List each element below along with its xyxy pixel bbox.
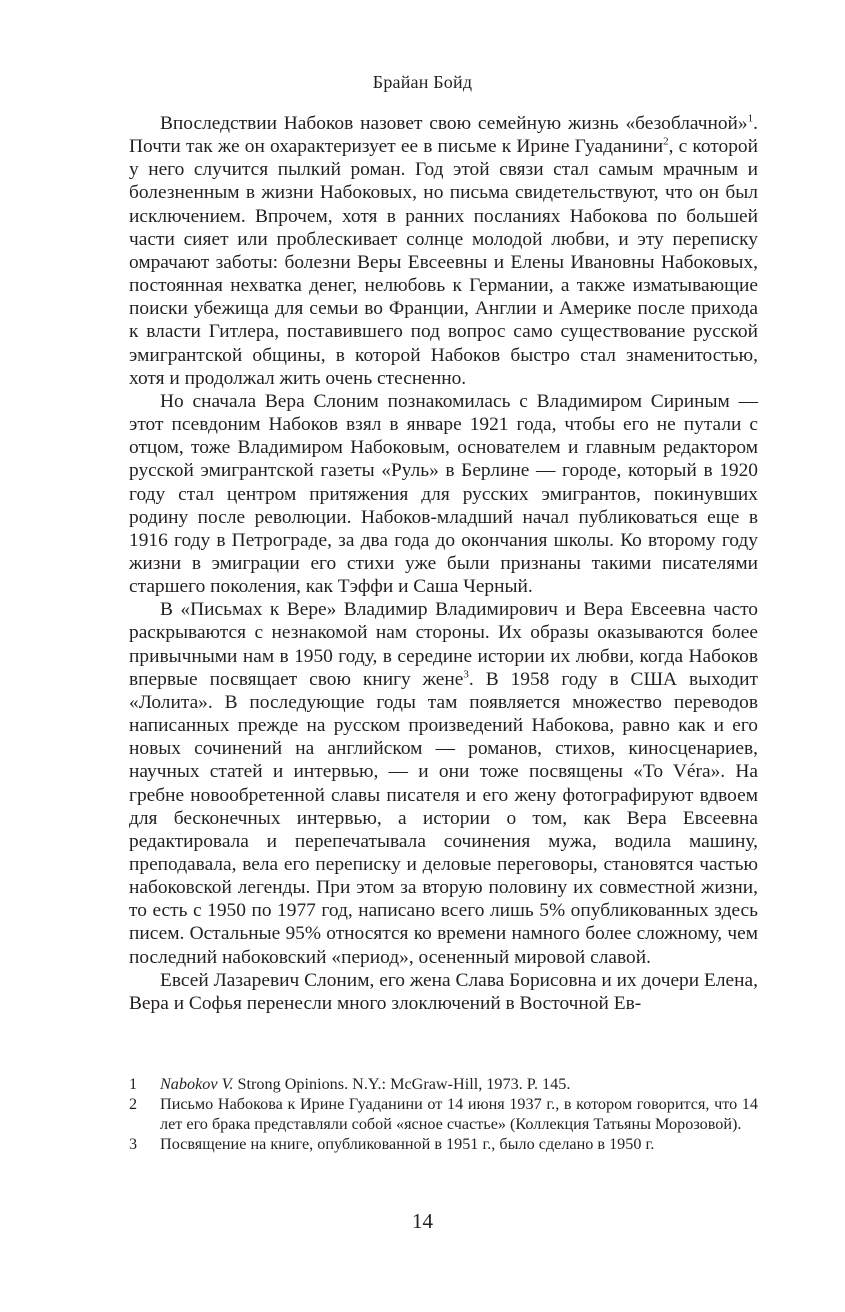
- paragraph: [129, 112, 758, 390]
- text-run: Но сначала Вера Слоним познакомилась с Владимиром Сириным — этот псевдоним Набоков взял в январе 1921 года, чтобы его не путали с отцом, тоже Владимиром Набоковым, основателем и главным редактором русской эмигрантской газеты «Руль» в Берлине — городе, который в 1920 году стал центром притяжения для русских эмигрантов, покинувших родину после революции. Набоков-младший начал публиковаться еще в 1916 году в Петрограде, за два года до окончания школы. Ко второму году жизни в эмиграции его стихи уже были признаны такими писателями старшего поколения, как Тэффи и Саша Черный.: [129, 390, 758, 598]
- footnote-marker: 2: [663, 135, 669, 148]
- text-run: Впоследствии Набоков назовет свою семейную жизнь «безоблачной»: [160, 113, 748, 134]
- text-run: . Почти так же он охарактеризует ее в письме к Ирине Гуаданини: [129, 113, 758, 158]
- footnote-number: 2: [129, 1095, 138, 1114]
- footnote-body: Письмо Набокова к Ирине Гуаданини от 14 июня 1937 г., в котором говорится, что 14 лет его брака представляли собой «ясное счастье» (Коллекция Татьяны Морозовой).: [160, 1095, 758, 1133]
- page-number: 14: [412, 1209, 433, 1233]
- text-run: . В 1958 году в США выходит «Лолита». В последующие годы там появляется множество переводов написанных прежде на русском произведений Набокова, равно как и его новых сочинений на английском — романов, стихов, киносценариев, научных статей и интервью, — и они тоже посвящены «To Véra». На гребне новообретенной славы писателя и его жену фотографируют вдвоем для бесконечных интервью, а истории о том, как Вера Евсеевна редактировала и перепечатывала сочинения мужа, водила машину, преподавала, вела его переписку и деловые переговоры, становятся частью набоковской легенды. При этом за вторую половину их совместной жизни, то есть с 1950 по 1977 год, написано всего лишь 5% опубликованных здесь писем. Остальные 95% относятся ко времени намного более сложному, чем последний набоковский «период», осененный мировой славой.: [129, 668, 758, 968]
- text-run: В «Письмах к Вере» Владимир Владимирович и Вера Евсеевна часто раскрываются с незнакомой нам стороны. Их образы оказываются более привычными нам в 1950 году, в середине истории их любви, когда Набоков впервые посвящает свою книгу жене: [129, 599, 758, 690]
- footnote-marker: 3: [463, 668, 469, 681]
- footnote: [129, 1075, 758, 1094]
- paragraph: [129, 390, 758, 598]
- footnote-author: Nabokov V.: [160, 1075, 234, 1093]
- footnote-text: [160, 1095, 758, 1134]
- footnote: [129, 1095, 758, 1134]
- footnote-body: Посвящение на книге, опубликованной в 1951 г., было сделано в 1950 г.: [160, 1135, 655, 1154]
- footnotes: [129, 1075, 758, 1156]
- footnote-marker: 1: [747, 112, 754, 125]
- paragraph: [129, 969, 758, 1015]
- footnote-number: 1: [129, 1075, 138, 1093]
- text-run: , с которой у него случится пылкий роман. Год этой связи стал самым мрачным и болезненным в жизни Набоковых, но письма свидетельствуют, что он был исключением. Впрочем, хотя в ранних посланиях Набокова по большей части сияет или проблескивает солнце молодой любви, и эту переписку омрачают заботы: болезни Веры Евсеевны и Елены Ивановны Набоковых, постоянная нехватка денег, нелюбовь к Германии, а также изматывающие поиски убежища для семьи во Франции, Англии и Америке после прихода к власти Гитлера, поставившего под вопрос само существование русской эмигрантской общины, в которой Набоков быстро стал знаменитостью, хотя и продолжал жить очень стесненно.: [129, 136, 758, 389]
- footnote-text: [160, 1135, 758, 1154]
- footnote: [129, 1135, 758, 1154]
- footnote-number: 3: [129, 1135, 138, 1154]
- running-head: Брайан Бойд: [372, 72, 473, 92]
- footnote-body: Strong Opinions. N.Y.: McGraw-Hill, 1973. P. 145.: [233, 1075, 571, 1093]
- paragraph: [129, 598, 758, 969]
- text-run: Евсей Лазаревич Слоним, его жена Слава Борисовна и их дочери Елена, Вера и Софья перенесли много злоключений в Восточной Ев-: [129, 969, 758, 1014]
- body-text: [129, 112, 758, 1015]
- footnote-text: [160, 1075, 758, 1094]
